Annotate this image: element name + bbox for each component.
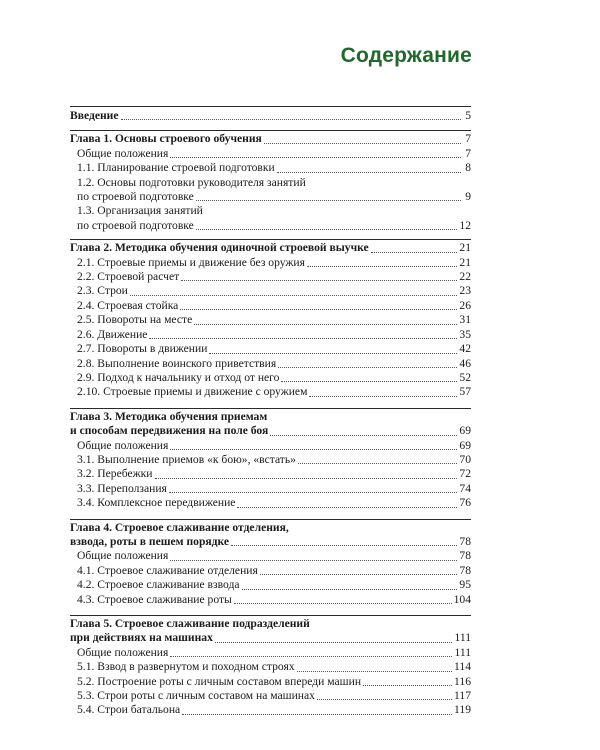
toc-entry[interactable] bbox=[70, 161, 471, 175]
toc-chapter-heading[interactable] bbox=[70, 241, 471, 255]
toc-section-chapter-4 bbox=[70, 519, 471, 609]
toc-chapter-heading[interactable] bbox=[70, 535, 471, 549]
toc-entry[interactable] bbox=[70, 467, 471, 481]
dot-leader bbox=[298, 463, 457, 464]
dot-leader bbox=[309, 396, 457, 397]
toc-section-chapter-2 bbox=[70, 239, 471, 401]
entry-label: при действиях на машинах bbox=[70, 631, 213, 645]
dot-leader bbox=[242, 589, 458, 590]
toc-chapter-heading[interactable] bbox=[70, 132, 471, 146]
page-number: 69 bbox=[459, 424, 471, 438]
dot-leader bbox=[317, 699, 452, 700]
dot-leader bbox=[277, 172, 461, 173]
dot-leader bbox=[181, 280, 457, 281]
toc-entry[interactable] bbox=[70, 660, 471, 674]
entry-label: 5.1. Взвод в развернутом и походном строях bbox=[77, 660, 295, 674]
entry-label: 2.8. Выполнение воинского приветствия bbox=[77, 356, 277, 370]
page-number: 119 bbox=[454, 703, 471, 717]
toc-entry[interactable] bbox=[70, 496, 471, 510]
page-number: 7 bbox=[465, 132, 471, 146]
page-number: 95 bbox=[459, 578, 471, 592]
dot-leader bbox=[270, 435, 457, 436]
entry-label: Общие положения bbox=[77, 438, 169, 452]
toc-section-chapter-3 bbox=[70, 408, 471, 513]
dot-leader bbox=[182, 714, 452, 715]
toc-entry[interactable] bbox=[70, 342, 471, 356]
entry-label: 4.3. Строевое слаживание роты bbox=[77, 592, 232, 606]
dot-leader bbox=[278, 367, 457, 368]
toc-entry[interactable] bbox=[70, 453, 471, 467]
dot-leader bbox=[155, 478, 458, 479]
toc-entry[interactable] bbox=[70, 549, 471, 563]
dot-leader bbox=[121, 119, 461, 120]
entry-label: 5.3. Строи роты с личным составом на машинах bbox=[77, 689, 315, 703]
toc-entry[interactable] bbox=[70, 689, 471, 703]
entry-label: взвода, роты в пешем порядке bbox=[70, 534, 230, 548]
page-number: 21 bbox=[459, 241, 471, 255]
dot-leader bbox=[363, 685, 452, 686]
dot-leader bbox=[196, 200, 461, 201]
entry-label: 3.4. Комплексное передвижение bbox=[77, 496, 236, 510]
page-number: 52 bbox=[459, 370, 471, 384]
entry-label-line[interactable]: 1.3. Организация занятий bbox=[77, 204, 203, 218]
dot-leader bbox=[231, 545, 457, 546]
entry-label: 5.4. Строи батальона bbox=[77, 703, 181, 717]
page-number: 57 bbox=[459, 385, 471, 399]
entry-label: Глава 2. Методика обучения одиночной строевой выучке bbox=[70, 241, 369, 255]
toc-entry[interactable] bbox=[70, 147, 471, 161]
page-number: 69 bbox=[459, 438, 471, 452]
toc-entry[interactable] bbox=[70, 385, 471, 399]
dot-leader bbox=[169, 492, 458, 493]
page-number: 9 bbox=[465, 190, 471, 204]
page-number: 72 bbox=[459, 467, 471, 481]
page-number: 35 bbox=[459, 327, 471, 341]
dot-leader bbox=[237, 507, 457, 508]
page-number: 78 bbox=[459, 563, 471, 577]
toc-entry[interactable] bbox=[70, 646, 471, 660]
entry-label: 5.2. Построение роты с личным составом впереди машин bbox=[77, 674, 362, 688]
page-number: 46 bbox=[459, 356, 471, 370]
page-number: 21 bbox=[459, 255, 471, 269]
entry-label: 2.9. Подход к начальнику и отход от него bbox=[77, 370, 280, 384]
entry-label-line[interactable]: 1.2. Основы подготовки руководителя занятий bbox=[77, 175, 306, 189]
toc-entry[interactable] bbox=[70, 357, 471, 371]
dot-leader bbox=[196, 229, 458, 230]
table-of-contents bbox=[70, 106, 471, 720]
page-number: 8 bbox=[465, 161, 471, 175]
dot-leader bbox=[281, 381, 457, 382]
page-number: 78 bbox=[459, 549, 471, 563]
page-number: 117 bbox=[454, 689, 471, 703]
dot-leader bbox=[234, 603, 452, 604]
entry-label: 2.3. Строи bbox=[77, 284, 128, 298]
toc-entry[interactable] bbox=[70, 703, 471, 717]
page-number: 74 bbox=[459, 481, 471, 495]
dot-leader bbox=[260, 574, 458, 575]
page-number: 22 bbox=[459, 270, 471, 284]
dot-leader bbox=[180, 309, 457, 310]
page-number: 76 bbox=[459, 496, 471, 510]
toc-section-intro bbox=[70, 106, 471, 126]
page-number: 12 bbox=[459, 218, 471, 232]
toc-heading: Содержание bbox=[340, 44, 472, 67]
entry-label: по строевой подготовке bbox=[77, 218, 194, 232]
entry-label: Общие положения bbox=[77, 645, 169, 659]
dot-leader bbox=[209, 353, 457, 354]
dot-leader bbox=[170, 656, 452, 657]
toc-entry[interactable] bbox=[70, 313, 471, 327]
entry-label: 2.6. Движение bbox=[77, 327, 148, 341]
toc-entry[interactable] bbox=[70, 284, 471, 298]
entry-label: 3.2. Перебежки bbox=[77, 467, 153, 481]
dot-leader bbox=[371, 252, 458, 253]
entry-label: Общие положения bbox=[77, 146, 169, 160]
toc-entry[interactable] bbox=[70, 578, 471, 592]
page-number: 5 bbox=[465, 109, 471, 122]
entry-label: 2.1. Строевые приемы и движение без оружия bbox=[77, 255, 305, 269]
page-number: 23 bbox=[459, 284, 471, 298]
page-number: 42 bbox=[459, 342, 471, 356]
entry-label: 2.10. Строевые приемы и движение с оружием bbox=[77, 385, 308, 399]
entry-label: 2.4. Строевая стойка bbox=[77, 298, 179, 312]
toc-entry[interactable] bbox=[70, 219, 471, 233]
page-number: 104 bbox=[453, 592, 471, 606]
dot-leader bbox=[307, 266, 457, 267]
toc-entry[interactable] bbox=[70, 439, 471, 453]
dot-leader bbox=[170, 560, 457, 561]
entry-label: 4.2. Строевое слаживание взвода bbox=[77, 578, 240, 592]
toc-section-chapter-5 bbox=[70, 615, 471, 720]
dot-leader bbox=[130, 295, 458, 296]
dot-leader bbox=[149, 338, 457, 339]
entry-label: 3.3. Переползания bbox=[77, 481, 167, 495]
entry-label: Введение bbox=[70, 109, 119, 122]
page-number: 111 bbox=[454, 631, 471, 645]
chapter-title-line[interactable]: Глава 5. Строевое слаживание подразделений bbox=[70, 617, 310, 630]
chapter-title-line[interactable]: Глава 4. Строевое слаживание отделения, bbox=[70, 520, 289, 534]
toc-entry[interactable] bbox=[70, 675, 471, 689]
toc-chapter-heading[interactable] bbox=[70, 631, 471, 645]
page-number: 26 bbox=[459, 298, 471, 312]
page-number: 114 bbox=[454, 660, 471, 674]
toc-section-chapter-1 bbox=[70, 130, 471, 235]
page-number: 78 bbox=[459, 534, 471, 548]
dot-leader bbox=[215, 642, 453, 643]
page-number: 7 bbox=[465, 146, 471, 160]
page-number: 70 bbox=[459, 452, 471, 466]
toc-entry[interactable] bbox=[70, 371, 471, 385]
page-number: 116 bbox=[454, 674, 471, 688]
toc-entry[interactable] bbox=[70, 190, 471, 204]
toc-entry[interactable] bbox=[70, 299, 471, 313]
entry-label: 3.1. Выполнение приемов «к бою», «встать» bbox=[77, 452, 296, 466]
entry-label: и способам передвижения на поле боя bbox=[70, 424, 269, 438]
entry-label: по строевой подготовке bbox=[77, 190, 194, 204]
chapter-title-line[interactable]: Глава 3. Методика обучения приемам bbox=[70, 409, 268, 423]
entry-label: 1.1. Планирование строевой подготовки bbox=[77, 161, 275, 175]
dot-leader bbox=[264, 143, 461, 144]
dot-leader bbox=[170, 449, 457, 450]
entry-label: 2.7. Повороты в движении bbox=[77, 342, 208, 356]
entry-label: Общие положения bbox=[77, 549, 169, 563]
entry-label: Глава 1. Основы строевого обучения bbox=[70, 132, 262, 146]
dot-leader bbox=[297, 671, 452, 672]
toc-entry[interactable] bbox=[70, 593, 471, 607]
entry-label: 4.1. Строевое слаживание отделения bbox=[77, 563, 258, 577]
toc-chapter-heading[interactable] bbox=[70, 424, 471, 438]
dot-leader bbox=[170, 157, 461, 158]
dot-leader bbox=[194, 324, 457, 325]
page-number: 31 bbox=[459, 313, 471, 327]
entry-label: 2.5. Повороты на месте bbox=[77, 313, 193, 327]
toc-entry[interactable] bbox=[70, 270, 471, 284]
toc-entry[interactable] bbox=[70, 328, 471, 342]
toc-entry[interactable] bbox=[70, 256, 471, 270]
toc-entry-intro[interactable] bbox=[70, 109, 471, 123]
page-number: 111 bbox=[454, 645, 471, 659]
entry-label: 2.2. Строевой расчет bbox=[77, 270, 180, 284]
toc-entry[interactable] bbox=[70, 482, 471, 496]
toc-entry[interactable] bbox=[70, 564, 471, 578]
